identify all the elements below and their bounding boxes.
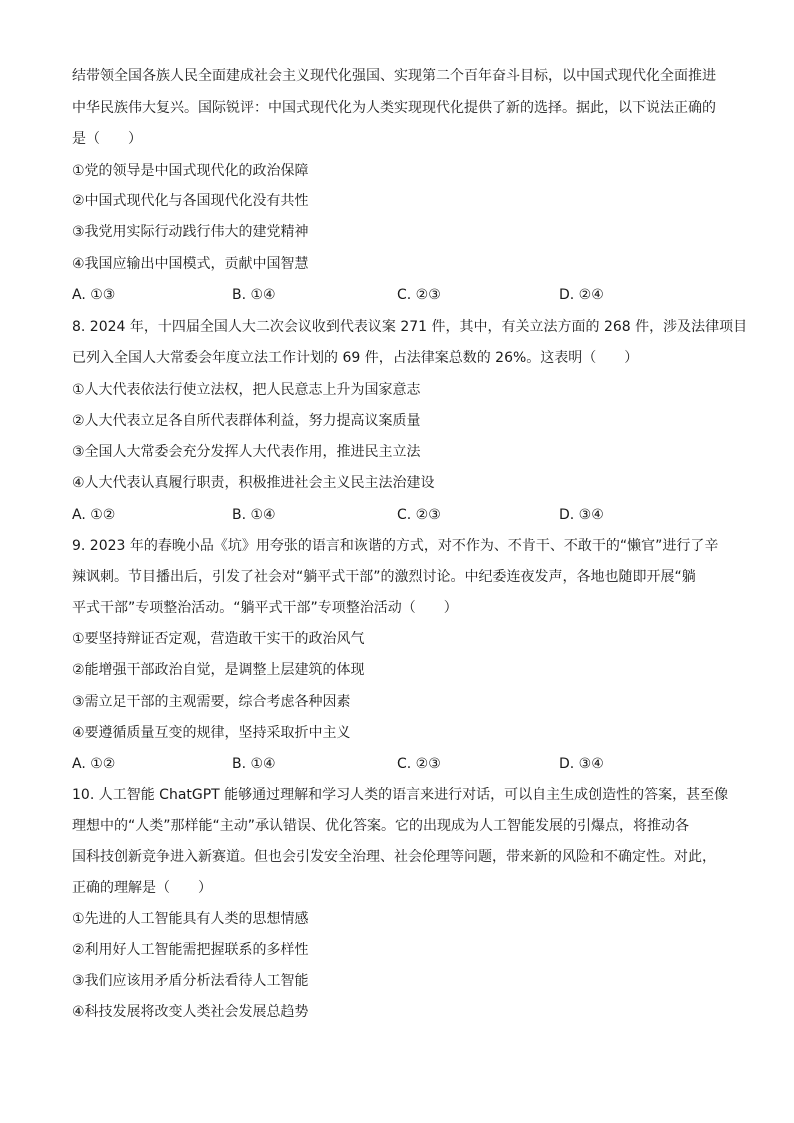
q10-stem-line-4: 正确的理解是（ ）: [72, 880, 212, 896]
q8-item-3: ③全国人大常委会充分发挥人大代表作用，推进民主立法: [72, 444, 421, 460]
q7-item-4: ④我国应输出中国模式，贡献中国智慧: [72, 256, 309, 272]
q8-stem-line-2: 已列入全国人大常委会年度立法工作计划的 69 件，占法律案总数的 26%。这表明（ ）: [72, 350, 639, 366]
q9-stem-line-2: 辣讽刺。节目播出后，引发了社会对“躺平式干部”的激烈讨论。中纪委连夜发声，各地也随即开展“躺: [72, 569, 696, 585]
q7-stem-line-1: 结带领全国各族人民全面建成社会主义现代化强国、实现第二个百年奋斗目标，以中国式现代化全面推进: [72, 68, 716, 84]
q10-stem-line-2: 理想中的“人类”那样能“主动”承认错误、优化答案。它的出现成为人工智能发展的引爆点，将推动各: [72, 818, 690, 834]
q9-item-2: ②能增强干部政治自觉，是调整上层建筑的体现: [72, 662, 365, 678]
q10-item-2: ②利用好人工智能需把握联系的多样性: [72, 942, 309, 958]
q8-option-d[interactable]: D. ③④: [559, 507, 604, 523]
q7-item-2: ②中国式现代化与各国现代化没有共性: [72, 193, 309, 209]
q7-stem-line-3: 是（ ）: [72, 131, 142, 147]
q10-stem-line-1: 10. 人工智能 ChatGPT 能够通过理解和学习人类的语言来进行对话，可以自主生成创造性的答案，甚至像: [72, 787, 729, 803]
q7-option-a[interactable]: A. ①③: [72, 287, 116, 303]
q9-item-1: ①要坚持辩证否定观，营造敢干实干的政治风气: [72, 631, 365, 647]
q7-item-1: ①党的领导是中国式现代化的政治保障: [72, 163, 309, 179]
q7-option-c[interactable]: C. ②③: [397, 287, 441, 303]
q9-option-b[interactable]: B. ①④: [232, 756, 276, 772]
q9-stem-line-1: 9. 2023 年的春晚小品《坑》用夸张的语言和诙谐的方式，对不作为、不肯干、不敢干的“懒官”进行了辛: [72, 538, 719, 554]
q8-stem-line-1: 8. 2024 年，十四届全国人大二次会议收到代表议案 271 件，其中，有关立法方面的 268 件，涉及法律项目: [72, 319, 748, 335]
q9-options: [72, 755, 772, 773]
q9-option-d[interactable]: D. ③④: [559, 756, 604, 772]
q7-item-3: ③我党用实际行动践行伟大的建党精神: [72, 224, 309, 240]
q8-option-c[interactable]: C. ②③: [397, 507, 441, 523]
q9-stem-line-3: 平式干部”专项整治活动。“躺平式干部”专项整治活动（ ）: [72, 600, 458, 616]
q10-stem-line-3: 国科技创新竞争进入新赛道。但也会引发安全治理、社会伦理等问题，带来新的风险和不确定性。对此，: [72, 849, 716, 865]
q8-option-b[interactable]: B. ①④: [232, 507, 276, 523]
q8-option-a[interactable]: A. ①②: [72, 507, 116, 523]
q7-options: [72, 286, 772, 304]
q10-item-3: ③我们应该用矛盾分析法看待人工智能: [72, 973, 309, 989]
q8-options: [72, 506, 772, 524]
q8-item-4: ④人大代表认真履行职责，积极推进社会主义民主法治建设: [72, 475, 435, 491]
q9-option-c[interactable]: C. ②③: [397, 756, 441, 772]
q9-option-a[interactable]: A. ①②: [72, 756, 116, 772]
q10-item-1: ①先进的人工智能具有人类的思想情感: [72, 911, 309, 927]
q7-option-b[interactable]: B. ①④: [232, 287, 276, 303]
q10-item-4: ④科技发展将改变人类社会发展总趋势: [72, 1004, 309, 1020]
q7-option-d[interactable]: D. ②④: [559, 287, 604, 303]
q7-stem-line-2: 中华民族伟大复兴。国际锐评：中国式现代化为人类实现现代化提供了新的选择。据此，以下说法正确的: [72, 100, 716, 116]
q8-item-2: ②人大代表立足各自所代表群体利益，努力提高议案质量: [72, 413, 421, 429]
q9-item-3: ③需立足干部的主观需要，综合考虑各种因素: [72, 694, 351, 710]
q8-item-1: ①人大代表依法行使立法权，把人民意志上升为国家意志: [72, 382, 421, 398]
q9-item-4: ④要遵循质量互变的规律，坚持采取折中主义: [72, 725, 351, 741]
